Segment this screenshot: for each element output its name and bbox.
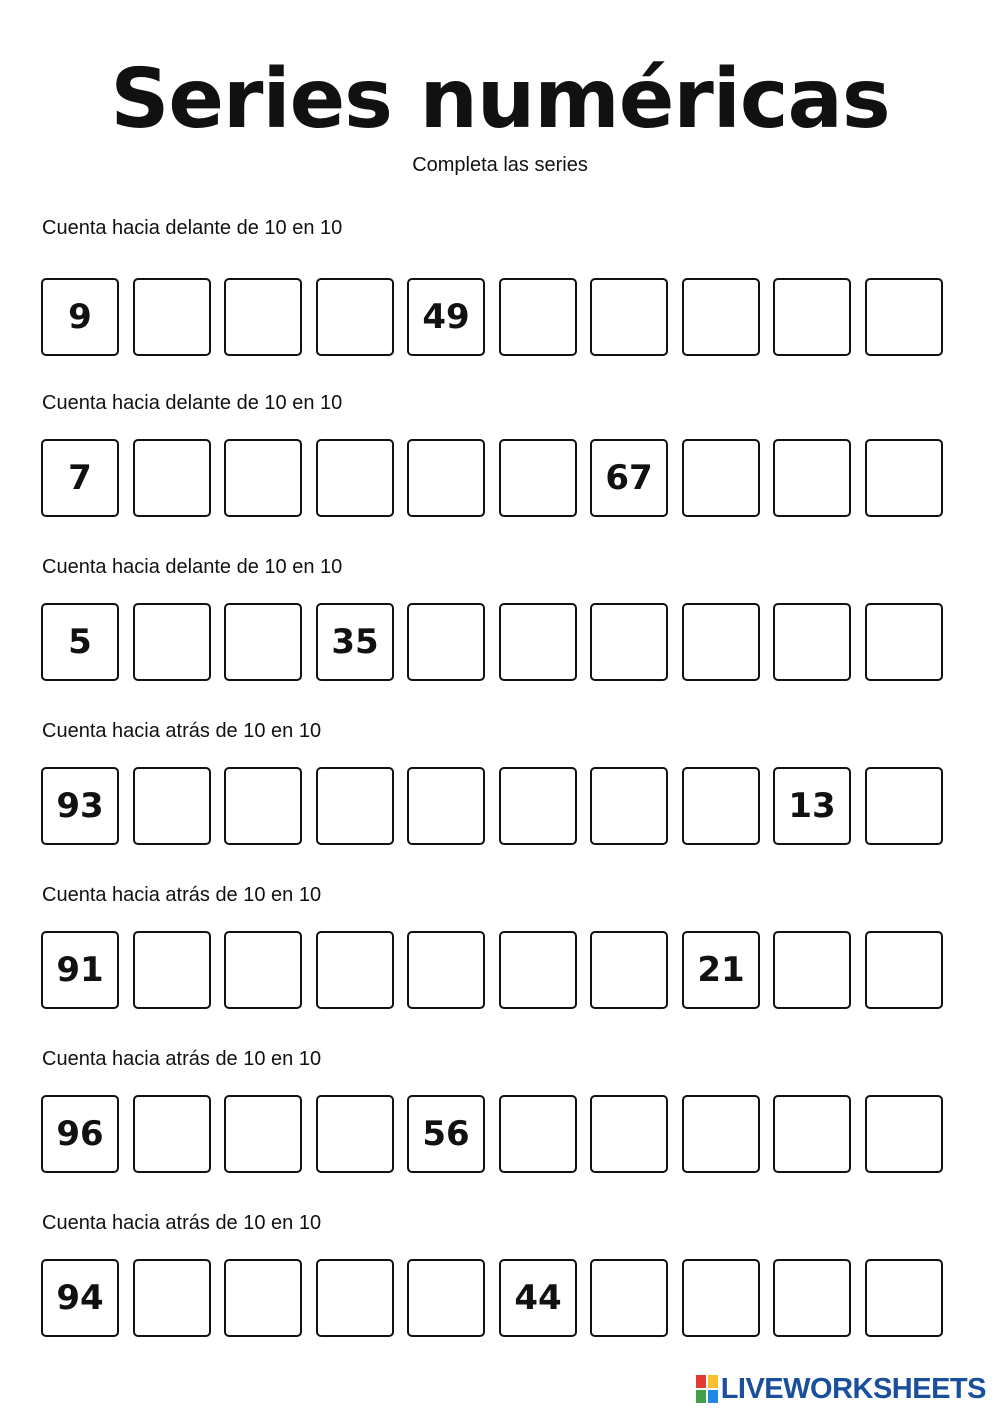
- given-number-cell: 9: [41, 278, 119, 356]
- series-row: [41, 603, 943, 681]
- answer-cell[interactable]: [224, 931, 302, 1009]
- given-number-cell: 91: [41, 931, 119, 1009]
- answer-input[interactable]: [871, 1265, 937, 1331]
- liveworksheets-brand: [696, 1372, 986, 1406]
- answer-cell[interactable]: [133, 767, 211, 845]
- answer-cell[interactable]: [865, 278, 943, 356]
- series-row: [41, 278, 943, 356]
- series-row: [41, 439, 943, 517]
- given-number-cell: 93: [41, 767, 119, 845]
- answer-input[interactable]: [596, 937, 662, 1003]
- answer-cell[interactable]: [133, 278, 211, 356]
- series-instruction: Cuenta hacia atrás de 10 en 10: [42, 884, 322, 906]
- answer-cell[interactable]: [407, 603, 485, 681]
- series-instruction: Cuenta hacia atrás de 10 en 10: [42, 720, 322, 742]
- answer-cell[interactable]: [590, 1259, 668, 1337]
- answer-cell[interactable]: [773, 603, 851, 681]
- answer-input[interactable]: [871, 609, 937, 675]
- answer-cell[interactable]: [133, 1259, 211, 1337]
- answer-cell[interactable]: [133, 931, 211, 1009]
- answer-input[interactable]: [596, 609, 662, 675]
- answer-cell[interactable]: [224, 767, 302, 845]
- answer-cell[interactable]: [590, 767, 668, 845]
- answer-input[interactable]: [139, 937, 205, 1003]
- answer-cell[interactable]: [865, 767, 943, 845]
- answer-input[interactable]: [505, 445, 571, 511]
- answer-cell[interactable]: [224, 603, 302, 681]
- answer-cell[interactable]: [407, 1259, 485, 1337]
- liveworksheets-logo-icon: [696, 1375, 718, 1403]
- answer-input[interactable]: [688, 1265, 754, 1331]
- answer-cell[interactable]: [316, 278, 394, 356]
- answer-input[interactable]: [230, 609, 296, 675]
- answer-input[interactable]: [322, 284, 388, 350]
- answer-cell[interactable]: [316, 439, 394, 517]
- answer-cell[interactable]: [773, 1095, 851, 1173]
- answer-cell[interactable]: [499, 603, 577, 681]
- answer-cell[interactable]: [865, 1259, 943, 1337]
- given-number-cell: 13: [773, 767, 851, 845]
- answer-cell[interactable]: [499, 278, 577, 356]
- answer-input[interactable]: [230, 1101, 296, 1167]
- answer-input[interactable]: [139, 1265, 205, 1331]
- series-row: [41, 767, 943, 845]
- given-number-cell: 7: [41, 439, 119, 517]
- answer-cell[interactable]: [682, 767, 760, 845]
- answer-input[interactable]: [779, 937, 845, 1003]
- answer-cell[interactable]: [865, 1095, 943, 1173]
- answer-input[interactable]: [230, 773, 296, 839]
- answer-cell[interactable]: [224, 1095, 302, 1173]
- worksheet-title: Series numéricas: [110, 52, 890, 147]
- answer-input[interactable]: [413, 773, 479, 839]
- series-instruction: Cuenta hacia atrás de 10 en 10: [42, 1048, 322, 1070]
- answer-cell[interactable]: [773, 439, 851, 517]
- answer-input[interactable]: [139, 1101, 205, 1167]
- answer-cell[interactable]: [224, 439, 302, 517]
- answer-cell[interactable]: [682, 1259, 760, 1337]
- answer-input[interactable]: [779, 445, 845, 511]
- answer-input[interactable]: [230, 445, 296, 511]
- series-instruction: Cuenta hacia delante de 10 en 10: [42, 217, 343, 239]
- answer-input[interactable]: [322, 773, 388, 839]
- answer-cell[interactable]: [773, 278, 851, 356]
- answer-cell[interactable]: [590, 1095, 668, 1173]
- answer-input[interactable]: [688, 445, 754, 511]
- worksheet-subtitle: Completa las series: [412, 154, 588, 176]
- answer-input[interactable]: [505, 773, 571, 839]
- answer-input[interactable]: [688, 284, 754, 350]
- answer-input[interactable]: [413, 445, 479, 511]
- answer-input[interactable]: [871, 1101, 937, 1167]
- answer-cell[interactable]: [499, 1095, 577, 1173]
- answer-cell[interactable]: [773, 931, 851, 1009]
- answer-cell[interactable]: [682, 1095, 760, 1173]
- answer-input[interactable]: [779, 1101, 845, 1167]
- series-row: [41, 1095, 943, 1173]
- answer-input[interactable]: [139, 609, 205, 675]
- answer-cell[interactable]: [133, 439, 211, 517]
- brand-name: LIVEWORKSHEETS: [720, 1372, 986, 1405]
- given-number-cell: 5: [41, 603, 119, 681]
- series-row: [41, 931, 943, 1009]
- given-number-cell: 35: [316, 603, 394, 681]
- given-number-cell: 56: [407, 1095, 485, 1173]
- answer-cell[interactable]: [224, 1259, 302, 1337]
- series-instruction: Cuenta hacia delante de 10 en 10: [42, 556, 343, 578]
- answer-input[interactable]: [413, 609, 479, 675]
- answer-input[interactable]: [779, 609, 845, 675]
- answer-cell[interactable]: [316, 931, 394, 1009]
- answer-cell[interactable]: [865, 603, 943, 681]
- answer-cell[interactable]: [316, 767, 394, 845]
- answer-input[interactable]: [871, 284, 937, 350]
- answer-cell[interactable]: [865, 931, 943, 1009]
- answer-input[interactable]: [413, 937, 479, 1003]
- answer-input[interactable]: [596, 773, 662, 839]
- given-number-cell: 21: [682, 931, 760, 1009]
- answer-input[interactable]: [871, 773, 937, 839]
- answer-input[interactable]: [505, 609, 571, 675]
- answer-input[interactable]: [871, 937, 937, 1003]
- answer-cell[interactable]: [590, 278, 668, 356]
- answer-input[interactable]: [596, 1101, 662, 1167]
- answer-input[interactable]: [230, 937, 296, 1003]
- given-number-cell: 94: [41, 1259, 119, 1337]
- answer-cell[interactable]: [499, 931, 577, 1009]
- answer-cell[interactable]: [407, 767, 485, 845]
- answer-cell[interactable]: [316, 1095, 394, 1173]
- answer-input[interactable]: [688, 773, 754, 839]
- answer-cell[interactable]: [773, 1259, 851, 1337]
- given-number-cell: 67: [590, 439, 668, 517]
- answer-input[interactable]: [596, 1265, 662, 1331]
- answer-input[interactable]: [871, 445, 937, 511]
- answer-input[interactable]: [139, 773, 205, 839]
- answer-cell[interactable]: [224, 278, 302, 356]
- given-number-cell: 96: [41, 1095, 119, 1173]
- answer-input[interactable]: [779, 1265, 845, 1331]
- answer-input[interactable]: [322, 1101, 388, 1167]
- answer-cell[interactable]: [407, 439, 485, 517]
- answer-input[interactable]: [505, 284, 571, 350]
- answer-input[interactable]: [596, 284, 662, 350]
- series-row: [41, 1259, 943, 1337]
- answer-input[interactable]: [322, 1265, 388, 1331]
- answer-input[interactable]: [413, 1265, 479, 1331]
- answer-cell[interactable]: [682, 439, 760, 517]
- answer-cell[interactable]: [407, 931, 485, 1009]
- answer-cell[interactable]: [499, 767, 577, 845]
- answer-cell[interactable]: [865, 439, 943, 517]
- answer-input[interactable]: [230, 284, 296, 350]
- answer-cell[interactable]: [682, 278, 760, 356]
- answer-input[interactable]: [505, 937, 571, 1003]
- given-number-cell: 49: [407, 278, 485, 356]
- answer-cell[interactable]: [133, 603, 211, 681]
- answer-input[interactable]: [322, 937, 388, 1003]
- answer-input[interactable]: [230, 1265, 296, 1331]
- series-instruction: Cuenta hacia atrás de 10 en 10: [42, 1212, 322, 1234]
- given-number-cell: 44: [499, 1259, 577, 1337]
- answer-cell[interactable]: [590, 931, 668, 1009]
- series-instruction: Cuenta hacia delante de 10 en 10: [42, 392, 343, 414]
- answer-input[interactable]: [139, 284, 205, 350]
- answer-cell[interactable]: [133, 1095, 211, 1173]
- answer-cell[interactable]: [682, 603, 760, 681]
- answer-cell[interactable]: [590, 603, 668, 681]
- answer-input[interactable]: [139, 445, 205, 511]
- answer-input[interactable]: [322, 445, 388, 511]
- answer-input[interactable]: [688, 609, 754, 675]
- answer-cell[interactable]: [499, 439, 577, 517]
- answer-cell[interactable]: [316, 1259, 394, 1337]
- answer-input[interactable]: [779, 284, 845, 350]
- answer-input[interactable]: [688, 1101, 754, 1167]
- answer-input[interactable]: [505, 1101, 571, 1167]
